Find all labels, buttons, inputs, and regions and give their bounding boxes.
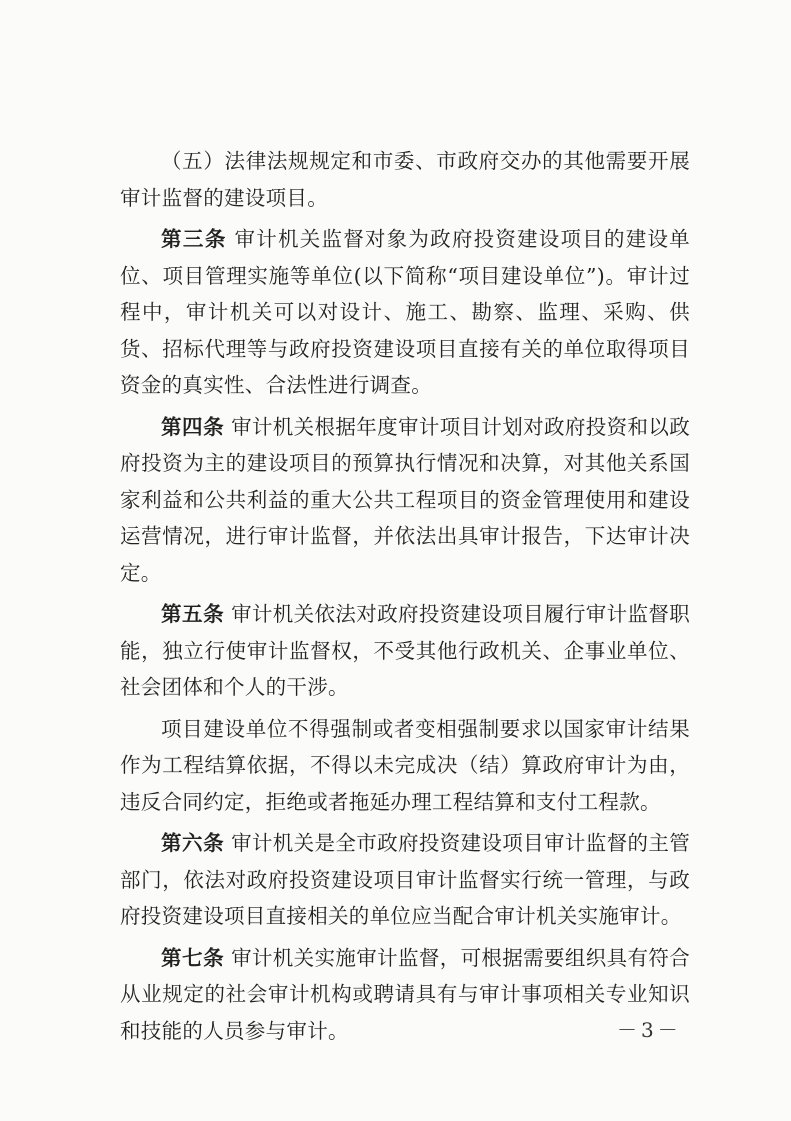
paragraph-text: （五）法律法规规定和市委、市政府交办的其他需要开展审计监督的建设项目。 bbox=[120, 149, 690, 210]
document-body bbox=[120, 143, 690, 1054]
article-text: 审计机关监督对象为政府投资建设项目的建设单位、项目管理实施等单位(以下简称“项目建设单位”)。审计过程中，审计机关可以对设计、施工、勘察、监理、采购、供货、招标代理等与政府投资建设项目直接有关的单位取得项目资金的真实性、合法性进行调查。 bbox=[120, 227, 690, 397]
article-text: 审计机关是全市政府投资建设项目审计监督的主管部门，依法对政府投资建设项目审计监督实行统一管理，与政府投资建设项目直接相关的单位应当配合审计机关实施审计。 bbox=[120, 831, 690, 928]
paragraph-text: 项目建设单位不得强制或者变相强制要求以国家审计结果作为工程结算依据，不得以未完成决（结）算政府审计为由，违反合同约定，拒绝或者拖延办理工程结算和支付工程款。 bbox=[120, 716, 690, 814]
article-3 bbox=[120, 221, 690, 404]
article-heading: 第七条 bbox=[161, 945, 225, 970]
article-7 bbox=[120, 940, 690, 1050]
paragraph-item-5 bbox=[120, 143, 690, 216]
article-text: 审计机关依法对政府投资建设项目履行审计监督职能，独立行使审计监督权，不受其他行政机关、企事业单位、社会团体和个人的干涉。 bbox=[120, 602, 690, 699]
article-5 bbox=[120, 596, 690, 706]
article-text: 审计机关根据年度审计项目计划对政府投资和以政府投资为主的建设项目的预算执行情况和决算，对其他关系国家利益和公共利益的重大公共工程项目的资金管理使用和建设运营情况，进行审计监督，并依法出具审计报告，下达审计决定。 bbox=[120, 414, 690, 585]
article-4 bbox=[120, 409, 690, 592]
article-heading: 第五条 bbox=[161, 602, 225, 626]
article-heading: 第六条 bbox=[161, 831, 225, 855]
article-text: 审计机关实施审计监督，可根据需要组织具有符合从业规定的社会审计机构或聘请具有与审计事项相关专业知识和技能的人员参与审计。 bbox=[120, 945, 690, 1043]
article-5-clause-2 bbox=[120, 711, 690, 821]
article-6 bbox=[120, 825, 690, 935]
article-heading: 第四条 bbox=[161, 414, 225, 439]
page-number: －3－ bbox=[617, 1018, 682, 1042]
article-heading: 第三条 bbox=[161, 227, 227, 251]
